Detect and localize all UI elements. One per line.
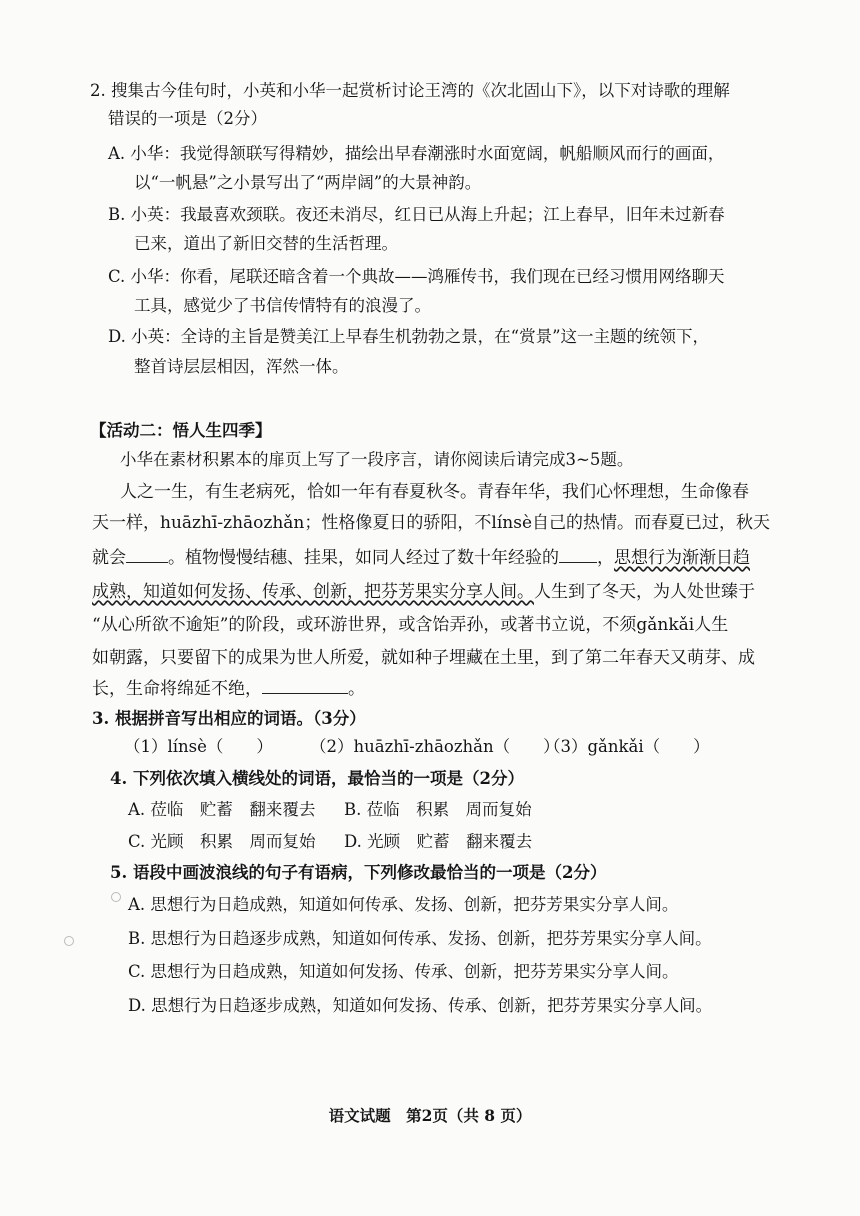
q5-stem: 5. 语段中画波浪线的句子有语病，下列修改最恰当的一项是（2分） (110, 863, 607, 882)
passage-line-7-b: 。 (348, 679, 365, 699)
passage-line-2-a: 天一样，huāzhī-zhāozhǎn；性格像夏日的骄阳，不 (92, 513, 492, 533)
q4-option-c: C. 光顾 积累 周而复始 (128, 832, 316, 851)
activity2-heading: 【活动二：悟人生四季】 (90, 421, 272, 440)
q2-option-a-line2: 以“一帆悬”之小景写出了“两岸阔”的大景神韵。 (134, 173, 482, 192)
passage-line-4-b: 人生到了冬天，为人处世臻于 (534, 582, 755, 602)
passage-line-6: 如朝露，只要留下的成果为世人所爱，就如种子埋藏在土里，到了第二年春天又萌芽、成 (92, 648, 755, 668)
q3-item-3: （3）gǎnkǎi（ ） (544, 737, 710, 756)
q3-stem: 3. 根据拼音写出相应的词语。（3分） (92, 709, 366, 728)
q2-stem-line2: 错误的一项是（2分） (108, 109, 267, 128)
q2-option-b-line2: 已来，道出了新旧交替的生活哲理。 (134, 234, 398, 253)
passage-line-3-c: ， (597, 548, 614, 568)
passage-line-2 (92, 512, 770, 534)
page-footer: 语文试题 第2页（共 8 页） (328, 1106, 532, 1125)
passage-line-5 (92, 614, 728, 636)
q5-option-d: D. 思想行为日趋逐步成熟，知道如何发扬、传承、创新，把芬芳果实分享人间。 (128, 996, 713, 1015)
scan-speck (111, 892, 121, 902)
q2-option-b-line1: B. 小英：我最喜欢颈联。夜还未消尽，红日已从海上升起；江上春早，旧年未过新春 (108, 205, 725, 224)
q2-option-a-line1: A. 小华：我觉得颔联写得精妙，描绘出早春潮涨时水面宽阔，帆船顺风而行的画面， (108, 144, 725, 163)
q2-option-d-line1: D. 小英：全诗的主旨是赞美江上早春生机勃勃之景，在“赏景”这一主题的统领下， (108, 327, 710, 346)
q5-option-a: A. 思想行为日趋成熟，知道如何传承、发扬、创新，把芬芳果实分享人间。 (128, 895, 679, 914)
q3-item-2: （2）huāzhī-zhāozhǎn（ ） (310, 737, 560, 756)
q5-option-c: C. 思想行为日趋成熟，知道如何发扬、传承、创新，把芬芳果实分享人间。 (128, 962, 679, 981)
passage-line-5-a: “从心所欲不逾矩”的阶段，或环游世界，或含饴弄孙，或著书立说，不须 (92, 615, 637, 635)
passage-line-1: 人之一生，有生老病死，恰如一年有春夏秋冬。青春年华，我们心怀理想，生命像春 (120, 482, 749, 502)
q4-option-a: A. 莅临 贮蓄 翻来覆去 (128, 800, 316, 819)
q2-stem-line1: 2. 搜集古今佳句时，小英和小华一起赏析讨论王湾的《次北固山下》，以下对诗歌的理解 (90, 81, 730, 100)
blank-3 (262, 679, 348, 694)
q4-option-d: D. 光顾 贮蓄 翻来覆去 (344, 832, 533, 851)
wavy-sentence-part1: 思想行为渐渐日趋 (614, 548, 750, 568)
activity2-intro: 小华在素材积累本的扉页上写了一段序言，请你阅读后请完成3~5题。 (120, 450, 634, 469)
passage-line-3-a: 就会 (92, 548, 126, 568)
q2-option-c-line1: C. 小华：你看，尾联还暗含着一个典故——鸿雁传书，我们现在已经习惯用网络聊天 (108, 267, 725, 286)
blank-1 (126, 548, 168, 563)
q2-option-d-line2: 整首诗层层相因，浑然一体。 (134, 357, 349, 376)
wavy-sentence-part2: 成熟，知道如何发扬、传承、创新，把芬芳果实分享人间。 (92, 582, 534, 602)
q4-stem: 4. 下列依次填入横线处的词语，最恰当的一项是（2分） (110, 769, 524, 788)
q4-option-b: B. 莅临 积累 周而复始 (344, 800, 532, 819)
blank-2 (559, 548, 597, 563)
passage-line-3 (92, 547, 750, 569)
passage-line-7-a: 长，生命将绵延不绝， (92, 679, 262, 699)
passage-line-3-b: 。植物慢慢结穗、挂果，如同人经过了数十年经验的 (168, 548, 559, 568)
pinyin-gankai: gǎnkǎi (636, 615, 695, 635)
q5-option-b: B. 思想行为日趋逐步成熟，知道如何传承、发扬、创新，把芬芳果实分享人间。 (128, 929, 712, 948)
passage-line-4 (92, 581, 755, 603)
pinyin-linse: línsè (491, 513, 532, 533)
q2-option-c-line2: 工具，感觉少了书信传情特有的浪漫了。 (134, 296, 431, 315)
passage-line-5-c: 人生 (694, 615, 729, 635)
passage-line-7 (92, 678, 365, 700)
passage-line-2-c: 自己的热情。而春夏已过，秋天 (532, 513, 770, 533)
scan-speck (64, 936, 74, 946)
q3-item-1: （1）línsè（ ） (124, 737, 273, 756)
